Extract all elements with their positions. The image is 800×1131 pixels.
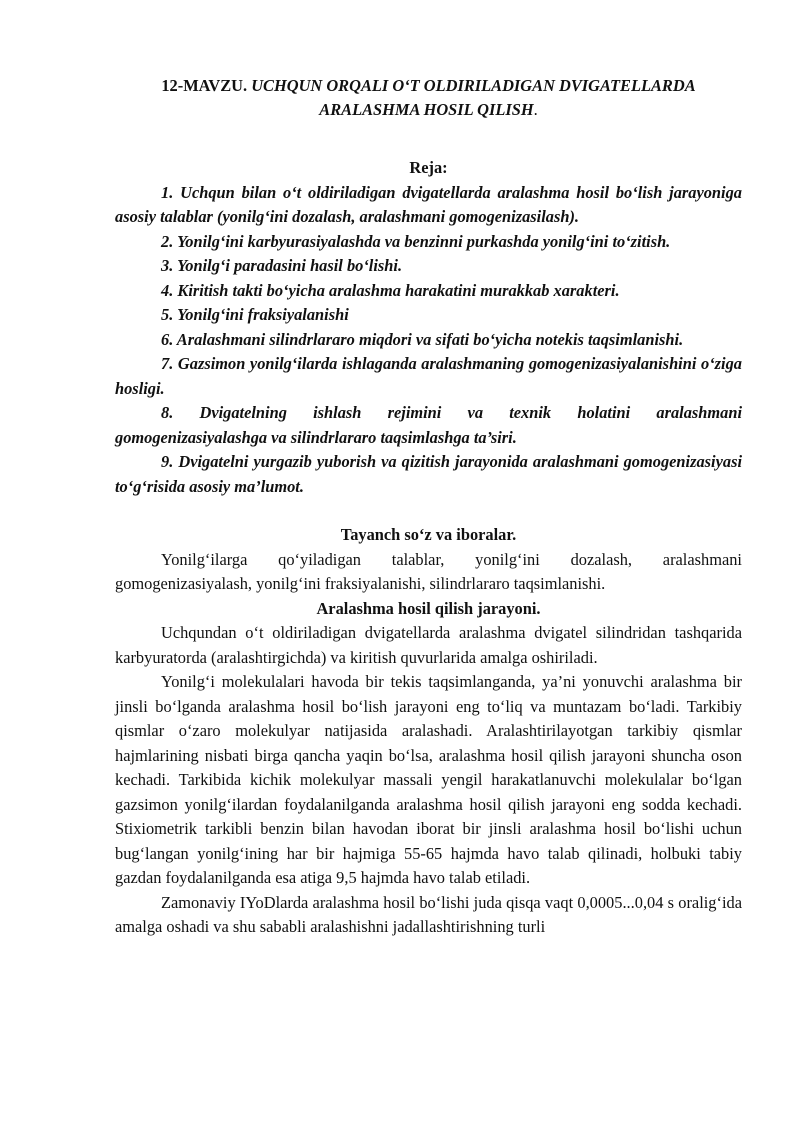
reja-item: 2. Yonilg‘ini karbyurasiyalashda va benzinni purkashda yonilg‘ini to‘zitish. [161, 231, 671, 251]
section-paragraph: Zamonaviy IYoDlarda aralashma hosil bo‘lishi juda qisqa vaqt 0,0005...0,04 s oralig‘ida amalga oshadi va shu sababli aralashishni jadallashtirishning turli [115, 892, 742, 936]
lecture-title-period: . [533, 100, 538, 119]
lecture-number: 12-MAVZU. [161, 76, 248, 95]
reja-item: 8. Dvigatelning ishlash rejimini va texnik holatini aralashmani gomogenizasiyalashga va silindrlararo taqsimlashga ta’siri. [115, 403, 742, 447]
reja-item: 1. Uchqun bilan o‘t oldiriladigan dvigatellarda aralashma hosil bo‘lish jarayoniga asosiy talablar (yonilg‘ini dozalash, aralashmani gomogenizasilash). [115, 182, 742, 226]
spacer [115, 499, 742, 523]
section-paragraph: Yonilg‘i molekulalari havoda bir tekis taqsimlanganda, ya’ni yonuvchi aralashma bir jinsli bo‘lganda aralashma hosil bo‘lish jarayoni eng to‘liq va muntazam bo‘ladi. Tarkibiy qismlar o‘zaro molekulyar natijasida aralashadi. Aralashtirilayotgan tarkibiy qismlar hajmlarining nisbati birga qancha yaqin bo‘lsa, aralashma hosil qilish jarayoni shuncha oson kechadi. Tarkibida kichik molekulyar massali yengil harakatlanuvchi molekulalar bo‘lgan gazsimon yonilg‘ilardan foydalanilganda aralashma hosil qilish jarayoni eng sodda kechadi. Stixiometrik tarkibli benzin bilan havodan iborat bir jinsli aralashma hosil bo‘lishi uchun bug‘langan yonilg‘ining har bir hajmiga 55-65 hajmda havo talab qilinadi, holbuki tabiy gazdan foydalanilganda esa atiga 9,5 hajmda havo talab etiladi. [115, 672, 742, 887]
tayanch-text: Yonilg‘ilarga qo‘yiladigan talablar, yonilg‘ini dozalash, aralashmani gomogenizasiyalash, yonilg‘ini fraksiyalanishi, silindrlararo taqsimlanishi. [115, 549, 742, 593]
reja-list [115, 181, 742, 500]
reja-item: 7. Gazsimon yonilg‘ilarda ishlaganda aralashmaning gomogenizasiyalanishini o‘ziga hosligi. [115, 354, 742, 398]
reja-item: 9. Dvigatelni yurgazib yuborish va qizitish jarayonida aralashmani gomogenizasiyasi to‘g‘risida asosiy ma’lumot. [115, 452, 742, 496]
tayanch-heading: Tayanch so‘z va iboralar. [340, 525, 517, 544]
reja-item: 5. Yonilg‘ini fraksiyalanishi [161, 305, 349, 324]
section-heading: Aralashma hosil qilish jarayoni. [316, 598, 541, 618]
lecture-title-line2: ARALASHMA HOSIL QILISH [319, 100, 534, 119]
reja-item: 6. Aralashmani silindrlararo miqdori va sifati bo‘yicha notekis taqsimlanishi. [161, 329, 684, 349]
reja-item: 4. Kiritish takti bo‘yicha aralashma harakatini murakkab xarakteri. [161, 280, 620, 300]
reja-heading: Reja: [409, 158, 448, 177]
lecture-title [115, 74, 742, 122]
lecture-title-line1: UCHQUN ORQALI O‘T OLDIRILADIGAN DVIGATELLARDA [251, 76, 696, 95]
reja-item: 3. Yonilg‘i paradasini hasil bo‘lishi. [161, 256, 403, 275]
section-paragraph: Uchqundan o‘t oldiriladigan dvigatellarda aralashma dvigatel silindridan tashqarida karbyuratorda (aralashtirgichda) va kiritish quvurlarida amalga oshiriladi. [115, 623, 742, 667]
